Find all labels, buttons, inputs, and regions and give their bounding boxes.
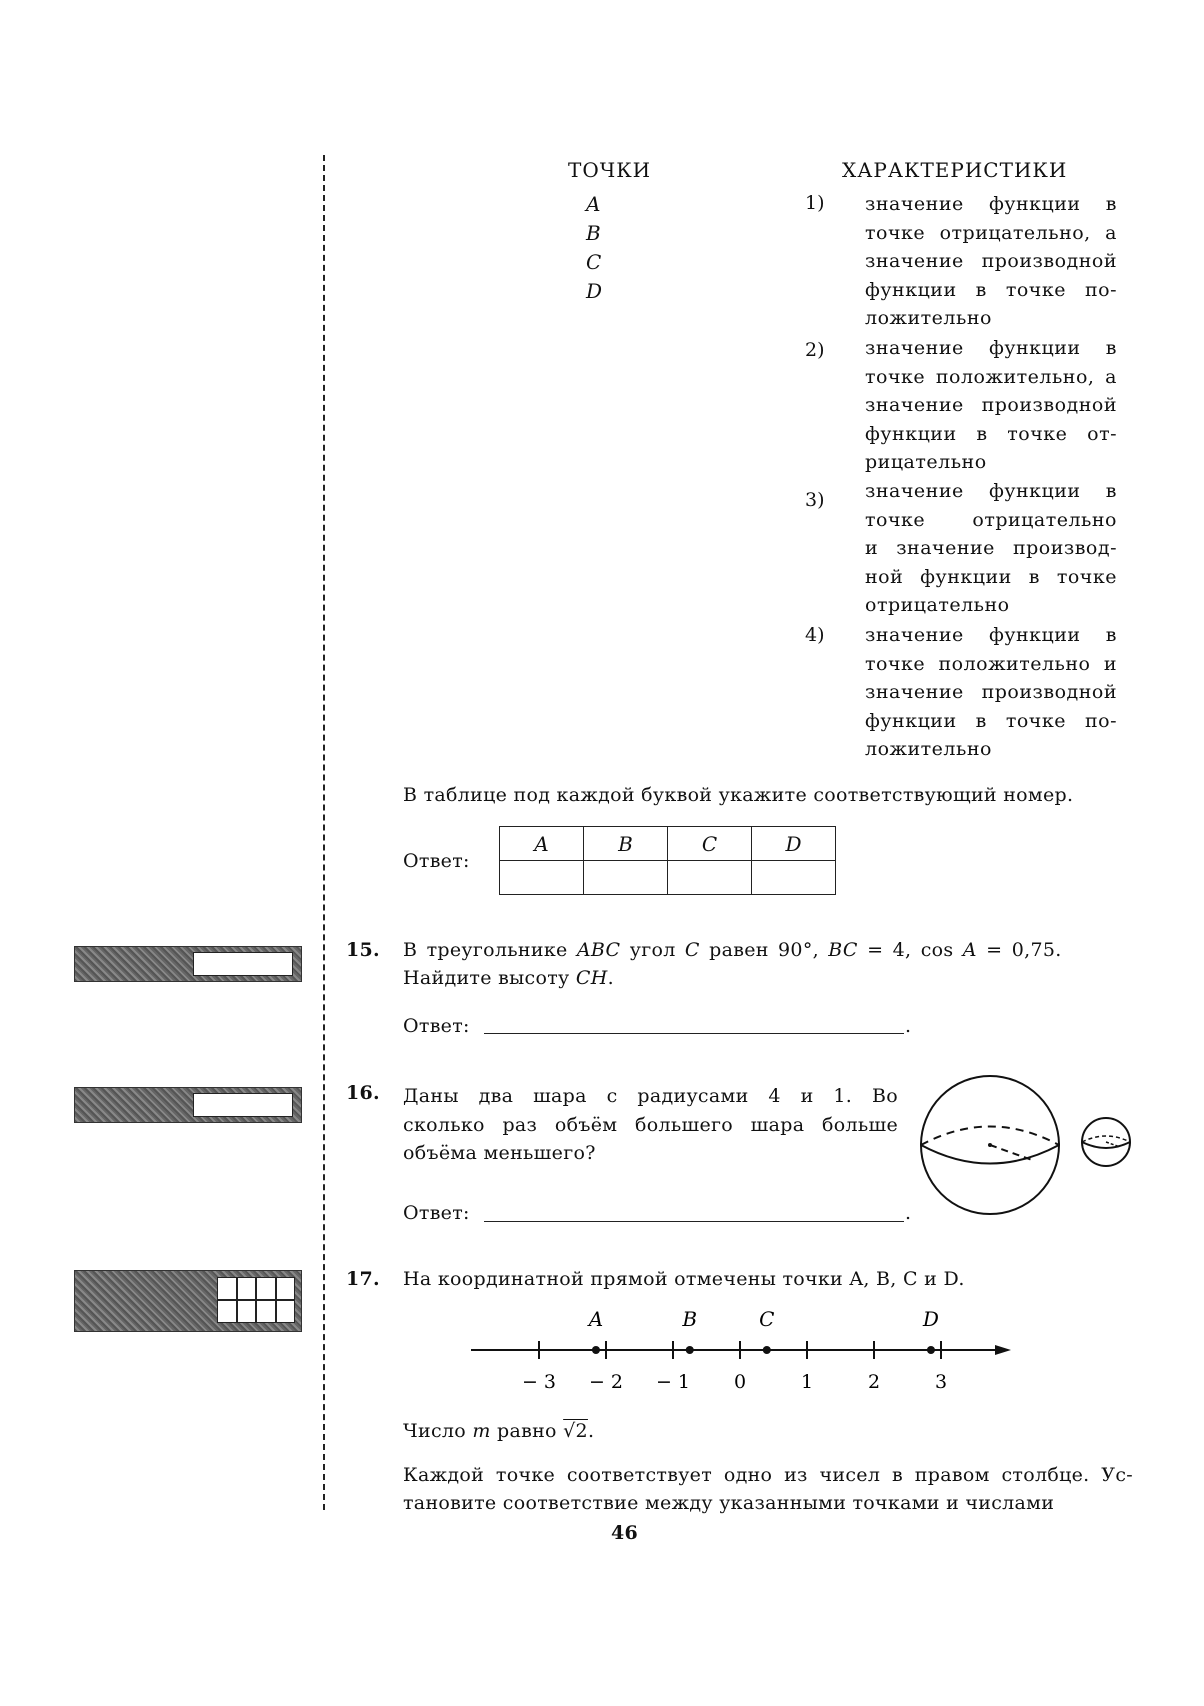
tick-label: 2 (867, 1371, 881, 1393)
characteristic-2: значение функции в точке положительно, а значение производной функции в точке от- рицательно (865, 337, 1117, 474)
matching-instruction: В таблице под каждой буквой укажите соответствующий номер. (403, 784, 1074, 806)
point-marker-a (592, 1346, 600, 1354)
task-17-text: На координатной прямой отмечены точки A, B, C и D. (403, 1268, 965, 1290)
score-box-15 (74, 946, 302, 982)
task-16-text: Даны два шара с радиусами 4 и 1. Во сколько раз объём большего шара больше объёма меньшего? (403, 1085, 898, 1164)
characteristics-header: ХАРАКТЕРИСТИКИ (842, 158, 1068, 182)
task-15-number: 15. (346, 939, 380, 961)
task-16-answer-end: . (905, 1202, 912, 1224)
point-b: B (586, 221, 601, 245)
tick-label: 3 (934, 1371, 948, 1393)
answer-table (499, 826, 836, 895)
page-number: 46 (611, 1522, 639, 1544)
answer-table-header-b: B (584, 827, 668, 861)
task-17-m-statement: Число m равно √2. (403, 1420, 595, 1442)
large-sphere (921, 1076, 1059, 1214)
char-num-1: 1) (805, 192, 825, 214)
task-17-instruction-line-2: тановите соответствие между указанными точками и числами (403, 1492, 1055, 1514)
point-label-a: A (588, 1307, 604, 1331)
cut-line (323, 155, 325, 1510)
point-d: D (586, 279, 603, 303)
point-label-b: B (682, 1307, 698, 1331)
point-a: A (586, 192, 601, 216)
tick-label: − 2 (588, 1371, 624, 1393)
task-15-answer-end: . (905, 1015, 912, 1037)
char-num-4: 4) (805, 624, 825, 646)
answer-table-header-d: D (752, 827, 836, 861)
score-box-16 (74, 1087, 302, 1123)
answer-cell-d[interactable] (752, 861, 836, 895)
answer-table-header-c: C (668, 827, 752, 861)
char-num-3: 3) (805, 489, 825, 511)
tick-label: 0 (733, 1371, 747, 1393)
answer-cell-b[interactable] (584, 861, 668, 895)
point-label-d: D (922, 1307, 939, 1331)
task-15-line-2: Найдите высоту CH. (403, 967, 614, 989)
point-marker-d (927, 1346, 935, 1354)
tick-label: − 1 (655, 1371, 691, 1393)
answer-cell-c[interactable] (668, 861, 752, 895)
point-marker-c (763, 1346, 771, 1354)
task-16-answer-label: Ответ: (403, 1202, 470, 1224)
score-box-17 (74, 1270, 302, 1332)
tick-label: 1 (800, 1371, 814, 1393)
small-sphere (1082, 1118, 1130, 1166)
answer-table-header-a: A (500, 827, 584, 861)
char-num-2: 2) (805, 339, 825, 361)
score-field-16[interactable] (193, 1093, 293, 1117)
point-label-c: C (759, 1307, 775, 1331)
number-line (455, 1300, 1025, 1400)
task-15-answer-label: Ответ: (403, 1015, 470, 1037)
number-line-arrow (995, 1345, 1011, 1355)
answer-cell-a[interactable] (500, 861, 584, 895)
characteristic-4: значение функции в точке положительно и значение производной функции в точке по- ложительно (865, 624, 1117, 761)
points-header: ТОЧКИ (568, 158, 652, 182)
characteristic-3: значение функции в точке отрицательно и значение производ- ной функции в точке отрицательно (865, 480, 1117, 617)
task-16-answer-line[interactable] (484, 1221, 904, 1222)
task-17-instruction-line-1: Каждой точке соответствует одно из чисел в правом столбце. Ус- (403, 1464, 1133, 1486)
score-grid-17[interactable] (217, 1277, 295, 1323)
score-field-15[interactable] (193, 952, 293, 976)
point-marker-b (686, 1346, 694, 1354)
spheres-figure (910, 1070, 1135, 1220)
tick-label: − 3 (521, 1371, 557, 1393)
point-c: C (586, 250, 602, 274)
task-15-answer-line[interactable] (484, 1033, 904, 1034)
matching-answer-label: Ответ: (403, 850, 470, 872)
task-16-number: 16. (346, 1082, 380, 1104)
characteristic-1: значение функции в точке отрицательно, а значение производной функции в точке по- ложительно (865, 193, 1117, 330)
task-15-line-1: В треугольнике ABC угол C равен 90°, BC = 4, cos A = 0,75. (403, 939, 1062, 961)
task-17-number: 17. (346, 1268, 380, 1290)
